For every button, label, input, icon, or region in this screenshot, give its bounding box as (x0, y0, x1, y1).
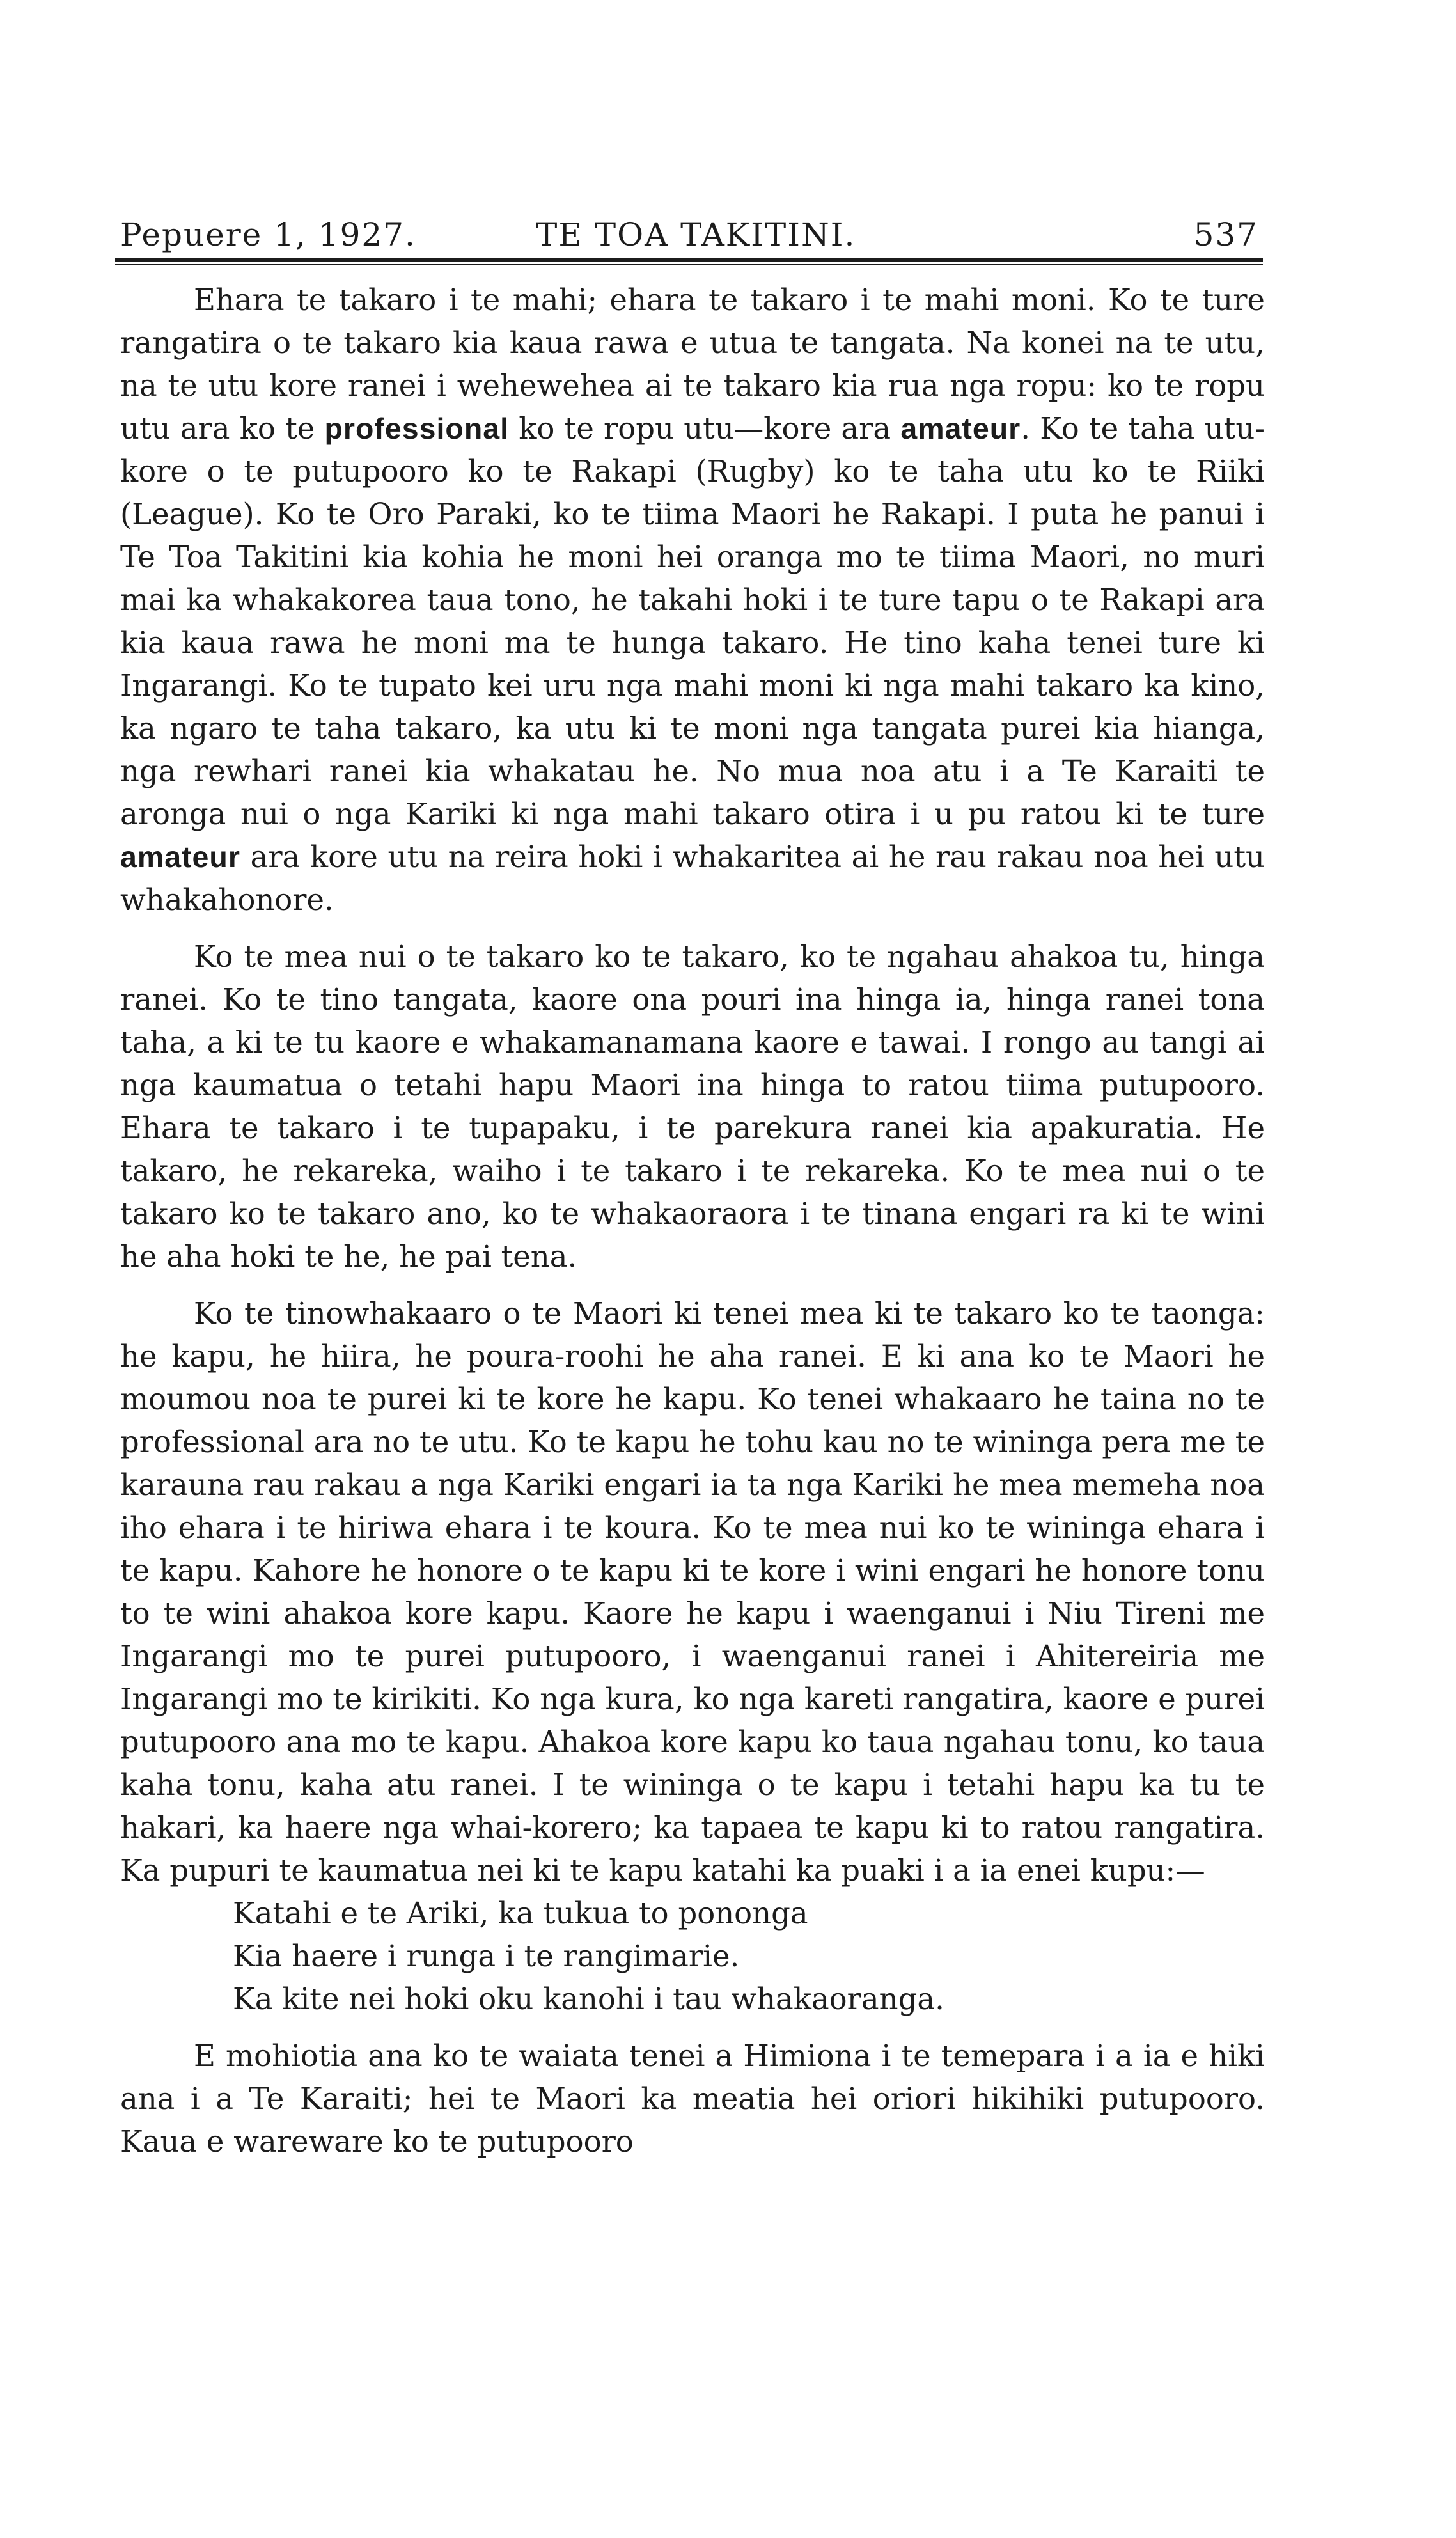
term-amateur: amateur (900, 412, 1021, 445)
article-body (120, 279, 1265, 2163)
header-title: TE TOA TAKITINI. (536, 216, 856, 253)
page-number: 537 (1193, 216, 1258, 253)
verse-line: Ka kite nei hoki oku kanohi i tau whakaoranga. (233, 1982, 944, 2016)
header-rule-thin (115, 264, 1263, 265)
quoted-verse (233, 1892, 1265, 2021)
paragraph-1-text-b: ko te ropu utu—kore ara (509, 411, 901, 446)
running-header (120, 216, 1258, 261)
paragraph-3: Ko te tinowhakaaro o te Maori ki tenei mea ki te takaro ko te taonga: he kapu, he hiira, he poura-roohi he aha ranei. E ki ana ko te Maori he moumou noa te purei ki te kore he kapu. Ko tenei whakaaro he taina no te professional ara no te utu. Ko te kapu he tohu kau no te wininga pera me te karauna rau rakau a nga Kariki engari ia ta nga Kariki he mea memeha noa iho ehara i te hiriwa ehara i te koura. Ko te mea nui ko te wininga ehara i te kapu. Kahore he honore o te kapu ki te kore i wini engari he honore tonu to te wini ahakoa kore kapu. Kaore he kapu i waenganui i Niu Tireni me Ingarangi mo te purei putupooro, i waenganui ranei i Ahitereiria me Ingarangi mo te kirikiti. Ko nga kura, ko nga kareti rangatira, kaore e purei putupooro ana mo te kapu. Ahakoa kore kapu ko taua ngahau tonu, ko taua kaha tonu, kaha atu ranei. I te wininga o te kapu i tetahi hapu ka tu te hakari, ka haere nga whai-korero; ka tapaea te kapu ki to ratou rangatira. Ka pupuri te kaumatua nei ki te kapu katahi ka puaki i a ia enei kupu:— (120, 1296, 1265, 1888)
term-amateur-2: amateur (120, 840, 240, 873)
paragraph-2: Ko te mea nui o te takaro ko te takaro, ko te ngahau ahakoa tu, hinga ranei. Ko te tino tangata, kaore ona pouri ina hinga ia, hinga ranei tona taha, a ki te tu kaore e whakamanamana kaore e tawai. I rongo au tangi ai nga kaumatua o tetahi hapu Maori ina hinga to ratou tiima putupooro. Ehara te takaro i te tupapaku, i te parekura ranei kia apakuratia. He takaro, he rekareka, waiho i te takaro i te rekareka. Ko te mea nui o te takaro ko te takaro ano, ko te whakaoraora i te tinana engari ra ki te wini he aha hoki te he, he pai tena. (120, 939, 1265, 1274)
verse-line: Kia haere i runga i te rangimarie. (233, 1939, 740, 1973)
term-professional: professional (324, 412, 510, 445)
header-date: Pepuere 1, 1927. (120, 216, 416, 253)
paragraph-1-text-a: Ehara te takaro i te mahi; ehara te takaro i te mahi moni. Ko te ture rangatira o te takaro kia kaua rawa e utua te tangata. Na konei na te utu, na te utu kore ranei i wehewehea ai te takaro kia rua nga ropu: ko te ropu utu ara ko te (120, 283, 1265, 446)
paragraph-1-text-d: ara kore utu na reira hoki i whakaritea ai he rau rakau noa hei utu whakahonore. (120, 840, 1265, 917)
paragraph-1-text-c: . Ko te taha utu-kore o te putupooro ko te Rakapi (Rugby) ko te taha utu ko te Riiki (League). Ko te Oro Paraki, ko te tiima Maori he Rakapi. I puta he panui i Te Toa Takitini kia kohia he moni hei oranga mo te tiima Maori, no muri mai ka whakakorea taua tono, he takahi hoki i te ture tapu o te Rakapi ara kia kaua rawa he moni ma te hunga takaro. He tino kaha tenei ture ki Ingarangi. Ko te tupato kei uru nga mahi moni ki nga mahi takaro ka kino, ka ngaro te taha takaro, ka utu ki te moni nga tangata purei kia hianga, nga rewhari ranei kia whakatau he. No mua noa atu i a Te Karaiti te aronga nui o nga Kariki ki nga mahi takaro otira i u pu ratou ki te ture (120, 411, 1265, 831)
paragraph-4: E mohiotia ana ko te waiata tenei a Himiona i te temepara i a ia e hiki ana i a Te Karaiti; hei te Maori ka meatia hei oriori hikihiki putupooro. Kaua e wareware ko te putupooro (120, 2039, 1265, 2159)
verse-line: Katahi e te Ariki, ka tukua to pononga (233, 1896, 808, 1931)
header-rule-thick (115, 258, 1263, 262)
paragraph-1 (120, 279, 1265, 921)
